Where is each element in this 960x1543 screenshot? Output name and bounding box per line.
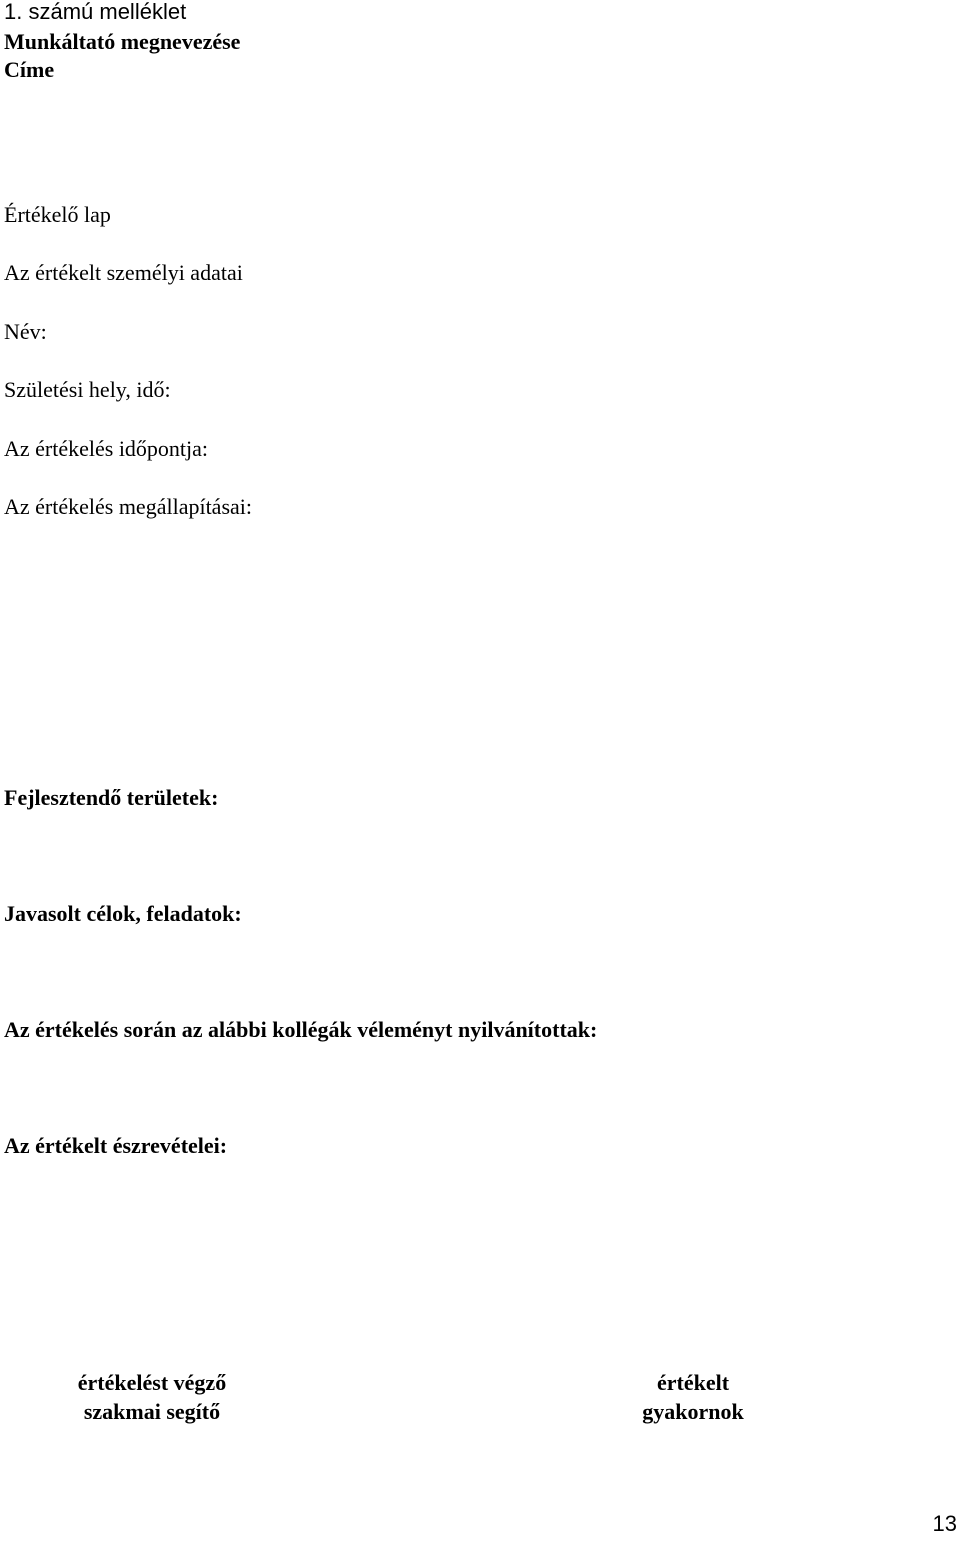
- annex-label: 1. számú melléklet: [4, 0, 187, 24]
- evaluator-signature: [52, 1368, 252, 1426]
- employer-name: Munkáltató megnevezése: [4, 29, 241, 54]
- goals-label: Javasolt célok, feladatok:: [4, 901, 242, 926]
- page-number: 13: [932, 1511, 957, 1536]
- comments-label: Az értékelt észrevételei:: [4, 1133, 228, 1158]
- evaluated-signature-line1: értékelt: [656, 1370, 730, 1395]
- evaluated-signature-line2: gyakornok: [642, 1399, 744, 1424]
- form-title: Értékelő lap: [4, 202, 111, 227]
- evaluated-signature: [613, 1368, 773, 1426]
- development-areas-label: Fejlesztendő területek:: [4, 785, 219, 810]
- evaluation-date-label: Az értékelés időpontja:: [4, 436, 209, 461]
- birth-label: Születési hely, idő:: [4, 377, 171, 402]
- employer-address: Címe: [4, 57, 55, 82]
- name-label: Név:: [4, 319, 47, 344]
- findings-label: Az értékelés megállapításai:: [4, 494, 252, 519]
- colleagues-label: Az értékelés során az alábbi kollégák véleményt nyilvánítottak:: [4, 1017, 598, 1042]
- evaluator-signature-line1: értékelést végző: [77, 1370, 227, 1395]
- evaluator-signature-line2: szakmai segítő: [83, 1399, 221, 1424]
- personal-section-heading: Az értékelt személyi adatai: [4, 260, 243, 285]
